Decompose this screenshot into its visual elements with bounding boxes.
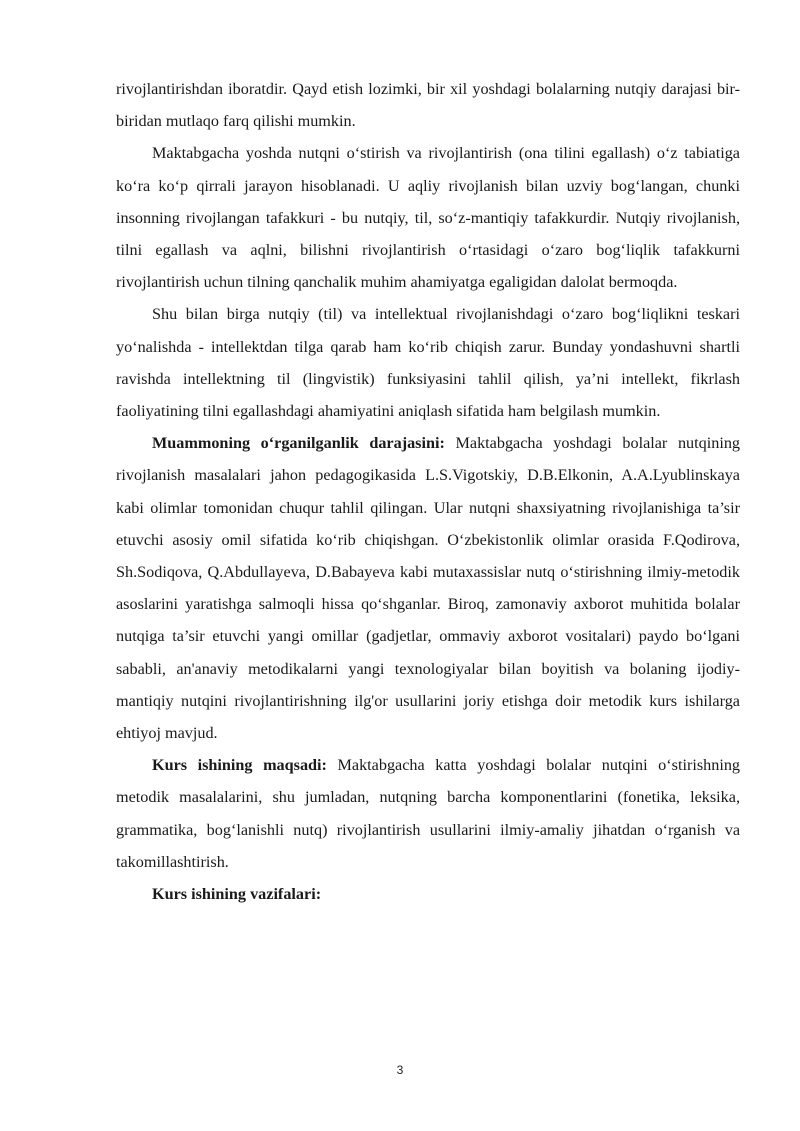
- inline-heading: Kurs ishining vazifalari:: [152, 885, 322, 904]
- paragraph-course-tasks: [116, 878, 740, 910]
- paragraph-continuation: [116, 73, 740, 137]
- body-text: [116, 73, 740, 910]
- paragraph-text: Maktabgacha yoshdagi bolalar nutqining rivojlanish masalalari jahon pedagogikasida L.S.Vigotskiy, D.B.Elkonin, A.A.Lyublinskaya kabi olimlar tomonidan chuqur tahlil qilingan. Ular nutqni shaxsiyatning rivojlanishiga ta’sir etuvchi asosiy omil sifatida ko‘rib chiqishgan. O‘zbekistonlik olimlar orasida F.Qodirova, Sh.Sodiqova, Q.Abdullayeva, D.Babayeva kabi mutaxassislar nutq o‘stirishning ilmiy-metodik asoslarini yaratishga salmoqli hissa qo‘shganlar. Biroq, zamonaviy axborot muhitida bolalar nutqiga ta’sir etuvchi yangi omillar (gadjetlar, ommaviy axborot vositalari) paydo bo‘lgani sababli, an'anaviy metodikalarni yangi texnologiyalar bilan boyitish va bolaning ijodiy-mantiqiy nutqini rivojlantirishning ilg'or usullarini joriy etishga doir metodik kurs ishilarga ehtiyoj mavjud.: [116, 434, 741, 743]
- inline-heading: Kurs ishining maqsadi:: [152, 756, 327, 775]
- paragraph-text: Maktabgacha katta yoshdagi bolalar nutqini o‘stirishning metodik masalalarini, shu jumladan, nutqning barcha komponentlarini (fonetika, leksika, grammatika, bog‘lanishli nutq) rivojlantirish usullarini ilmiy-amaliy jihatdan o‘rganish va takomillashtirish.: [116, 756, 741, 871]
- paragraph-text: Shu bilan birga nutqiy (til) va intellektual rivojlanishdagi o‘zaro bog‘liqlikni teskari yo‘nalishda - intellektdan tilga qarab ham ko‘rib chiqish zarur. Bunday yondashuvni shartli ravishda intellektning til (lingvistik) funksiyasini tahlil qilish, ya’ni intellekt, fikrlash faoliyatining tilni egallashdagi ahamiyatini aniqlash sifatida ham belgilash mumkin.: [116, 305, 740, 421]
- paragraph-course-goal: [116, 749, 740, 878]
- inline-heading: Muammoning o‘rganilganlik darajasini:: [152, 434, 445, 453]
- paragraph-research-degree: [116, 427, 740, 749]
- page-number: 3: [396, 1063, 404, 1077]
- paragraph-text: rivojlantirishdan iboratdir. Qayd etish lozimki, bir xil yoshdagi bolalarning nutqiy darajasi bir-biridan mutlaqo farq qilishi mumkin.: [116, 80, 740, 131]
- paragraph-speech-development: [116, 137, 740, 298]
- paragraph-text: Maktabgacha yoshda nutqni o‘stirish va rivojlantirish (ona tilini egallash) o‘z tabiatiga ko‘ra ko‘p qirrali jarayon hisoblanadi. U aqliy rivojlanish bilan uzviy bog‘langan, chunki insonning rivojlangan tafakkuri - bu nutqiy, til, so‘z-mantiqiy tafakkurdir. Nutqiy rivojlanish, tilni egallash va aqlni, bilishni rivojlantirish o‘rtasidagi o‘zaro bog‘liqlik tafakkurni rivojlantirish uchun tilning qanchalik muhim ahamiyatga egaligidan dalolat bermoqda.: [116, 144, 740, 292]
- paragraph-intellect-language: [116, 298, 740, 427]
